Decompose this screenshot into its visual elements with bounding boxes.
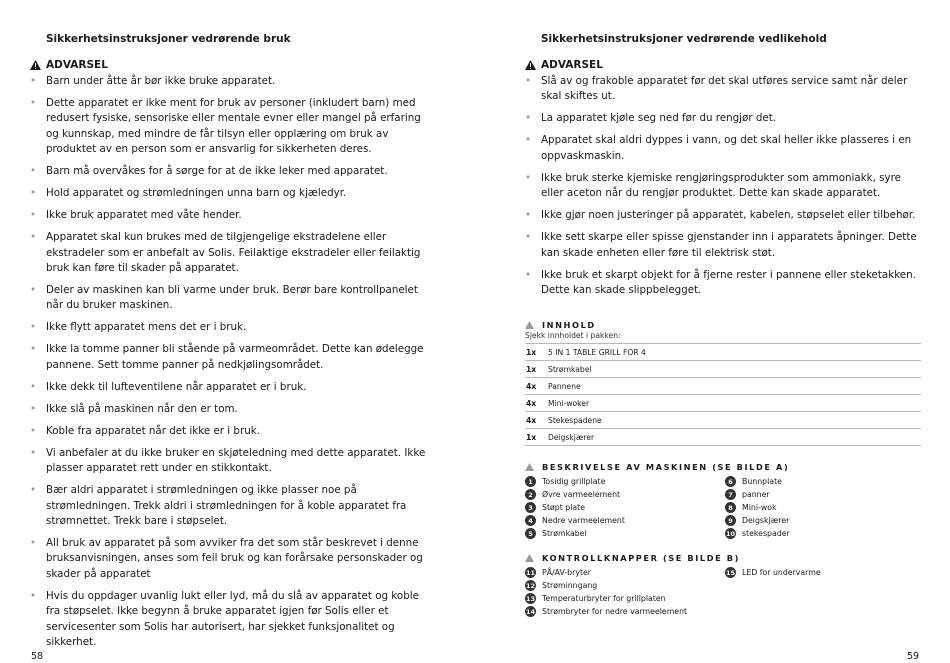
bullet-dot: • (30, 165, 37, 178)
part-label: Nedre varmeelement (542, 516, 625, 525)
page-number-left: 58 (31, 651, 44, 662)
part-item (725, 488, 921, 501)
list-item (30, 446, 430, 477)
list-item (525, 111, 925, 126)
list-item (30, 589, 430, 651)
contents-qty: 1x (526, 347, 537, 357)
part-number-badge: 3 (525, 502, 536, 513)
table-row (525, 412, 921, 429)
part-label: Støpt plate (542, 503, 586, 512)
part-item (525, 579, 725, 592)
contents-section (525, 320, 925, 446)
part-item (725, 592, 921, 605)
list-item-text: Barn under åtte år bør ikke bruke apparatet. (46, 75, 276, 87)
bullet-dot: • (30, 446, 37, 459)
part-item (525, 514, 725, 527)
part-number-badge: 2 (525, 489, 536, 500)
maintenance-warning-heading (525, 59, 925, 71)
part-label: Bunnplate (742, 477, 782, 486)
list-item (30, 96, 430, 158)
right-page (475, 0, 950, 663)
list-item-text: Ikke la tomme panner bli stående på varmeområdet. Dette kan ødelegge pannene. Sett tomme panner på nedkjølingsområdet. (46, 343, 424, 371)
list-item-text: All bruk av apparatet på som avviker fra det som står beskrevet i denne bruksanvisningen, anses som feil bruk og kan forårsake personskader og skader på apparatet (46, 537, 423, 580)
bullet-dot: • (525, 231, 532, 244)
usage-warning-heading (30, 59, 430, 71)
part-number-badge: 11 (525, 568, 536, 577)
part-label: LED for undervarme (742, 568, 821, 577)
part-number-badge: 1 (525, 476, 536, 487)
list-item (525, 171, 925, 202)
bullet-dot: • (30, 97, 37, 109)
contents-item: Deigskjærer (548, 432, 595, 442)
bullet-dot: • (30, 424, 37, 437)
list-item-text: Bær aldri apparatet i strømledningen og ikke plasser noe på strømledningen. Trekk aldri i strømledningen for å koble apparatet fra strømnettet. Trekk bare i støpselet. (46, 484, 407, 528)
list-item (30, 74, 430, 89)
part-item (725, 527, 921, 540)
table-row (525, 378, 921, 395)
bullet-dot: • (525, 171, 532, 184)
part-number-badge: 7 (725, 489, 736, 500)
list-item (30, 342, 430, 373)
part-item (725, 501, 921, 514)
list-item (30, 424, 430, 439)
contents-qty: 1x (526, 364, 537, 374)
triangle-icon (525, 321, 534, 329)
warning-icon (525, 60, 536, 70)
part-label: Strømbryter for nedre varmeelement (542, 607, 688, 616)
part-item (725, 579, 921, 592)
bullet-dot: • (30, 231, 37, 244)
bullet-dot: • (30, 589, 37, 602)
contents-item: 5 IN 1 TABLE GRILL FOR 4 (548, 347, 646, 357)
controls-heading (525, 553, 925, 563)
warning-icon (30, 60, 41, 70)
list-item (30, 208, 430, 223)
contents-heading (525, 320, 925, 330)
list-item-text: Apparatet skal aldri dyppes i vann, og det skal heller ikke plasseres i en oppvaskmaskin. (541, 134, 912, 162)
part-item (525, 475, 725, 488)
list-item (30, 320, 430, 335)
bullet-dot: • (30, 343, 37, 356)
part-item (725, 475, 921, 488)
part-label: Strømkabel (542, 529, 587, 538)
table-row (525, 344, 921, 361)
list-item-text: Ikke bruk et skarpt objekt for å fjerne rester i pannene eller steketakken. Dette kan skade slippbelegget. (541, 268, 916, 297)
list-item-text: Ikke dekk til lufteventilene når apparatet er i bruk. (46, 380, 307, 393)
list-item (30, 380, 430, 395)
bullet-dot: • (525, 75, 532, 87)
part-item (525, 566, 725, 579)
part-number-badge: 13 (525, 594, 536, 603)
list-item-text: Ikke gjør noen justeringer på apparatet, kabelen, støpselet eller tilbehør. (541, 209, 916, 222)
list-item (30, 186, 430, 201)
contents-table (525, 343, 921, 446)
part-number-badge: 15 (725, 568, 736, 577)
bullet-dot: • (30, 284, 37, 297)
description-heading (525, 462, 925, 472)
list-item-text: La apparatet kjøle seg ned før du rengjør det. (541, 112, 777, 125)
bullet-dot: • (30, 75, 37, 87)
usage-safety-list (30, 74, 430, 651)
list-item-text: Ikke sett skarpe eller spisse gjenstander inn i apparatets åpninger. Dette kan skade enheten eller føre til elektrisk støt. (541, 231, 917, 259)
part-item (725, 605, 921, 618)
part-number-badge: 5 (525, 528, 536, 539)
contents-qty: 4x (526, 398, 537, 408)
part-item (525, 605, 725, 618)
part-number-badge: 14 (525, 607, 536, 616)
part-item (725, 514, 921, 527)
controls-section (525, 553, 925, 618)
usage-warning-label: ADVARSEL (46, 59, 108, 71)
triangle-icon (525, 463, 534, 471)
table-row (525, 361, 921, 378)
list-item (30, 536, 430, 582)
part-label: stekespader (742, 529, 790, 538)
controls-heading-label: KONTROLLKNAPPER (SE BILDE B) (542, 553, 740, 563)
part-label: Temperaturbryter for grillplaten (542, 594, 666, 603)
contents-item: Strømkabel (548, 364, 592, 374)
list-item (525, 133, 925, 164)
part-label: panner (742, 490, 770, 499)
list-item-text: Deler av maskinen kan bli varme under bruk. Berør bare kontrollpanelet når du bruker maskinen. (46, 284, 418, 312)
list-item (525, 230, 925, 261)
triangle-icon (525, 554, 534, 562)
usage-safety-title: Sikkerhetsinstruksjoner vedrørende bruk (46, 33, 291, 45)
maintenance-warning-label: ADVARSEL (541, 59, 603, 71)
contents-item: Stekespadene (548, 415, 602, 425)
part-item (725, 566, 921, 579)
list-item-text: Vi anbefaler at du ikke bruker en skjøteledning med dette apparatet. Ikke plasser apparatet rett under en stikkontakt. (46, 446, 426, 475)
part-number-badge: 9 (725, 515, 736, 526)
bullet-dot: • (30, 187, 37, 200)
list-item-text: Ikke slå på maskinen når den er tom. (46, 402, 238, 415)
bullet-dot: • (30, 321, 37, 334)
table-row (525, 395, 921, 412)
list-item (525, 208, 925, 223)
part-number-badge: 10 (725, 529, 736, 538)
bullet-dot: • (30, 209, 37, 222)
list-item-text: Ikke flytt apparatet mens det er i bruk. (46, 321, 247, 334)
bullet-dot: • (525, 112, 532, 125)
part-label: Strøminngang (542, 581, 598, 590)
maintenance-safety-list (525, 74, 925, 298)
list-item (525, 268, 925, 299)
list-item-text: Koble fra apparatet når det ikke er i bruk. (46, 424, 260, 437)
bullet-dot: • (30, 402, 37, 415)
bullet-dot: • (525, 209, 532, 222)
list-item (30, 483, 430, 529)
bullet-dot: • (30, 484, 37, 497)
bullet-dot: • (30, 380, 37, 393)
part-number-badge: 8 (725, 502, 736, 513)
part-number-badge: 12 (525, 581, 536, 590)
table-row (525, 429, 921, 446)
list-item-text: Ikke bruk sterke kjemiske rengjøringsprodukter som ammoniakk, syre eller aceton når du rengjør produktet. Dette kan skade apparatet. (541, 171, 901, 200)
contents-heading-label: INNHOLD (542, 320, 596, 330)
description-parts-list (525, 475, 925, 540)
bullet-dot: • (525, 268, 532, 281)
contents-item: Mini-woker (548, 398, 590, 408)
part-label: Mini-wok (742, 503, 777, 512)
list-item (30, 402, 430, 417)
part-label: PÅ/AV-bryter (542, 568, 592, 577)
part-number-badge: 6 (725, 476, 736, 487)
maintenance-safety-section (525, 33, 925, 305)
part-item (525, 592, 725, 605)
page-number-right: 59 (907, 651, 920, 662)
description-section (525, 462, 925, 540)
contents-qty: 1x (526, 432, 537, 442)
maintenance-safety-title: Sikkerhetsinstruksjoner vedrørende vedlikehold (541, 33, 827, 45)
list-item (30, 230, 430, 276)
list-item-text: Apparatet skal kun brukes med de tilgjengelige ekstradelene eller ekstradeler som er anbefalt av Solis. Feilaktige ekstradeler eller feilaktig bruk kan føre til skader på apparatet. (46, 231, 421, 275)
contents-qty: 4x (526, 415, 537, 425)
part-item (525, 488, 725, 501)
bullet-dot: • (30, 537, 37, 550)
list-item-text: Hold apparatet og strømledningen unna barn og kjæledyr. (46, 187, 347, 200)
contents-caption: Sjekk innholdet i pakken: (525, 331, 621, 340)
list-item-text: Barn må overvåkes for å sørge for at de ikke leker med apparatet. (46, 165, 388, 178)
list-item-text: Dette apparatet er ikke ment for bruk av personer (inkludert barn) med redusert fysiske, sensoriske eller mentale evner eller mangel på erfaring og kunnskap, med mindre de får tilsyn eller opplæring om bruk av produktet av en person som er ansvarlig for sikkerheten deres. (46, 97, 421, 156)
part-number-badge: 4 (525, 515, 536, 526)
list-item-text: Slå av og frakoble apparatet før det skal utføres service samt når deler skal skiftes ut. (541, 75, 908, 103)
part-label: Deigskjærer (742, 516, 790, 525)
list-item (30, 164, 430, 179)
list-item-text: Ikke bruk apparatet med våte hender. (46, 209, 242, 222)
contents-qty: 4x (526, 381, 537, 391)
part-item (525, 501, 725, 514)
part-label: Tosidig grillplate (542, 477, 606, 486)
contents-item: Pannene (548, 381, 581, 391)
list-item (525, 74, 925, 105)
controls-parts-list (525, 566, 925, 618)
part-item (525, 527, 725, 540)
bullet-dot: • (525, 134, 532, 147)
part-label: Øvre varmeelement (542, 490, 621, 499)
description-heading-label: BESKRIVELSE AV MASKINEN (SE BILDE A) (542, 462, 790, 472)
list-item (30, 283, 430, 314)
list-item-text: Hvis du oppdager uvanlig lukt eller lyd, må du slå av apparatet og koble fra støpselet. Ikke begynn å bruke apparatet igjen før Solis eller et servicesenter som Solis har autorisert, har sjekket funksjonalitet og sikkerhet. (46, 589, 419, 649)
